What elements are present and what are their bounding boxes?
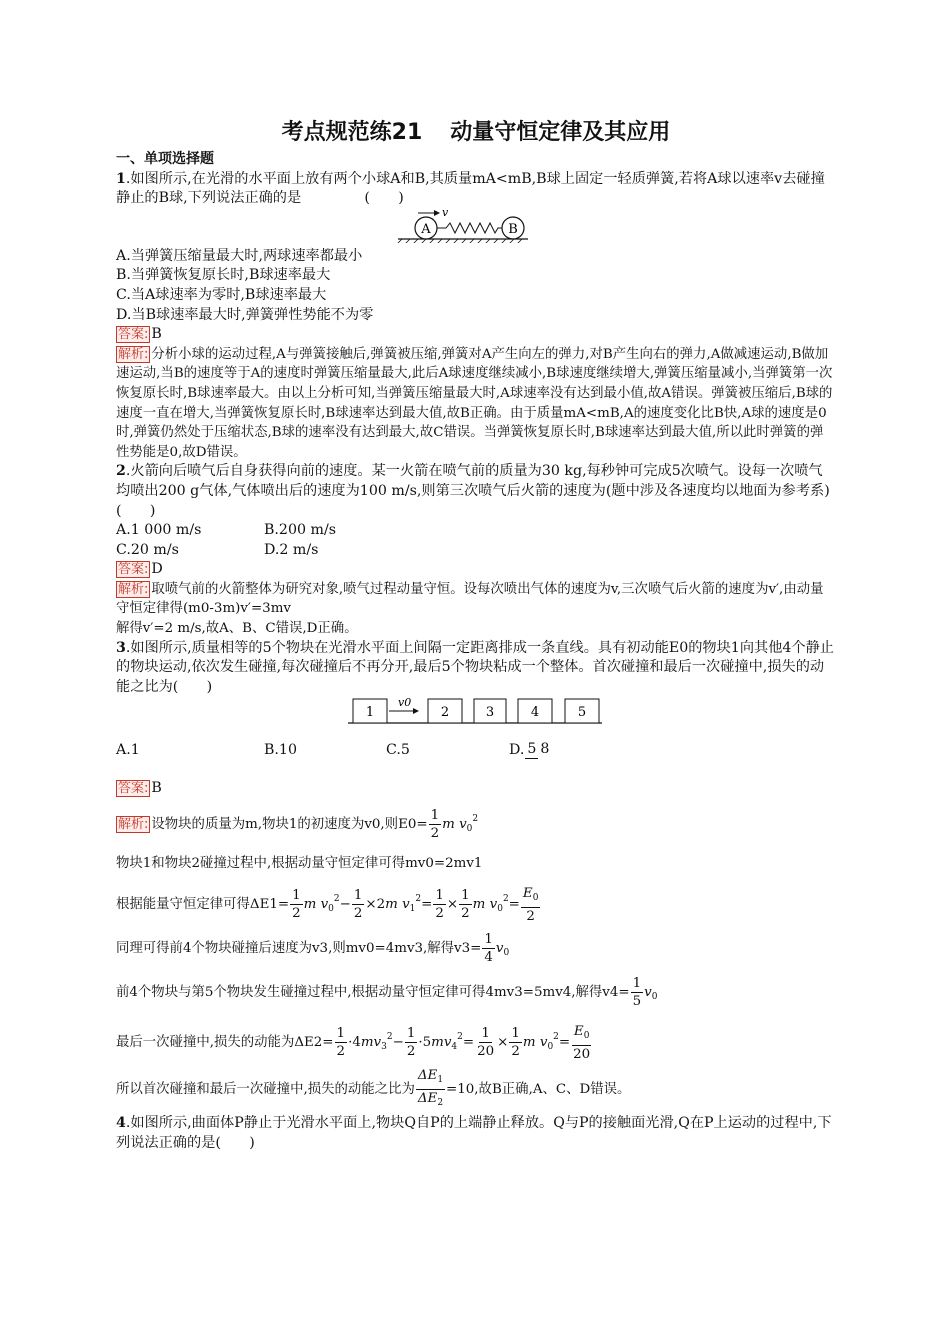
- page-title: [116, 118, 836, 148]
- analysis-eq-7: 所以首次碰撞和最后一次碰撞中,损失的动能之比为 $\frac{\Delta E_1}{\Delta E_2}$ =10,故B正确,A、C、D错误。: [116, 1068, 631, 1109]
- option-c: C.20 m/s: [116, 541, 179, 558]
- ball-a-label: A: [421, 221, 431, 237]
- section-heading: 一、单项选择题: [116, 151, 214, 167]
- option-b: B.200 m/s: [264, 522, 337, 539]
- fraction-numerator: 5: [527, 740, 537, 757]
- options-row: [116, 521, 836, 541]
- option-c: C.5: [386, 741, 410, 758]
- analysis-tag: 解析:: [118, 581, 149, 597]
- figure-blocks: [116, 697, 836, 727]
- block-5-label: 5: [577, 705, 587, 721]
- question-text: .如图所示,质量相等的5个物块在光滑水平面上间隔一定距离排成一条直线。具有初动能E0的物块1向其他4个静止的物块运动,依次发生碰撞,每次碰撞后不再分开,最后5个物块粘成一个整体。首次碰撞和最后一次碰撞中,损失的动能之比为: [116, 639, 834, 695]
- analysis-eq-6: 最后一次碰撞中,损失的动能为ΔE2= $\frac{1}{2}$ $\cdot 4mv_3^2-$ $\frac{1}{2}$ $\cdot 5mv_4^2=$ $\frac{1}{20}$ × $\frac{1}{2}$ m $v_0^2=$ $\frac{E_0}{20}$: [116, 1023, 591, 1062]
- question-3: [116, 639, 836, 698]
- analysis-eq-5: 前4个物块与第5个物块发生碰撞过程中,根据动量守恒定律可得4mv3=5mv4,解得v4= $\frac{1}{5}$ $v_0$: [116, 976, 658, 1010]
- analysis-text: 前4个物块与第5个物块发生碰撞过程中,根据动量守恒定律可得4mv3=5mv4,解得v4=: [116, 985, 630, 1001]
- analysis-text: 同理可得前4个物块碰撞后速度为v3,则mv0=4mv3,解得v3=: [116, 941, 482, 957]
- answer-line: [116, 779, 836, 799]
- answer-tag: 答案:: [118, 781, 149, 797]
- block-3-label: 3: [485, 705, 495, 721]
- block-2-label: 2: [440, 705, 450, 721]
- answer-tag: 答案:: [118, 327, 149, 343]
- analysis-text: 物块1和物块2碰撞过程中,根据动量守恒定律可得mv0=2mv1: [116, 856, 483, 872]
- question-text: .如图所示,曲面体P静止于光滑水平面上,物块Q自P的上端静止释放。Q与P的接触面光滑,Q在P上运动的过程中,下列说法正确的是: [116, 1115, 832, 1151]
- answer-blank: ( ): [215, 1134, 255, 1151]
- analysis-text: 所以首次碰撞和最后一次碰撞中,损失的动能之比为: [116, 1082, 415, 1098]
- analysis-text: 解得v′=2 m/s,故A、B、C错误,D正确。: [116, 621, 358, 637]
- option-a: A.当弹簧压缩量最大时,两球速率都最小: [116, 247, 363, 264]
- analysis-tag: 解析:: [118, 346, 149, 362]
- analysis: [116, 345, 836, 463]
- question-text: .火箭向后喷气后自身获得向前的速度。某一火箭在喷气前的质量为30 kg,每秒钟可完成5次喷气。设每一次喷气均喷出200 g气体,气体喷出后的速度为100 m/s,则第三次喷气后火箭的速度为(题中涉及各速度均以地面为参考系): [116, 463, 830, 499]
- figure-balls-spring: [116, 205, 836, 247]
- velocity-label: v: [442, 205, 449, 219]
- question-number: 4: [116, 1115, 126, 1132]
- option-b: B.当弹簧恢复原长时,B球速率最大: [116, 267, 331, 284]
- analysis-text: 设物块的质量为m,物块1的初速度为v0,则E0=: [151, 817, 428, 833]
- question-number: 2: [116, 463, 126, 480]
- answer-line: [116, 560, 836, 580]
- option-d-fraction: [525, 741, 551, 759]
- option-d: D.当B球速率最大时,弹簧弹性势能不为零: [116, 306, 374, 323]
- question-4: [116, 1114, 836, 1153]
- block-1-label: 1: [365, 705, 375, 721]
- analysis-text: 最后一次碰撞中,损失的动能为ΔE2=: [116, 1035, 334, 1051]
- answer-blank: ( ): [116, 502, 156, 519]
- question-text: .如图所示,在光滑的水平面上放有两个小球A和B,其质量mA<mB,B球上固定一轻质弹簧,若将A球以速率v去碰撞静止的B球,下列说法正确的是: [116, 170, 825, 207]
- option-d: [509, 741, 552, 761]
- analysis-text: 分析小球的运动过程,A与弹簧接触后,弹簧被压缩,弹簧对A产生向左的弹力,对B产生向右的弹力,A做减速运动,B做加速运动,当B的速度等于A的速度时弹簧压缩量最大,此后A球速度继续减小,B球速度继续增大,弹簧压缩量减小,当弹簧第一次恢复原长时,B球速率最大。由以上分析可知,当弹簧压缩量最大时,A球速率没有达到最小值,故A错误。弹簧被压缩后,B球的速度一直在增大,当弹簧恢复原长时,B球速率达到最大值,故B正确。由于质量mA<mB,A的速度变化比B快,A球的速度是0时,弹簧仍然处于压缩状态,B球的速率没有达到最大,故C错误。当弹簧恢复原长时,B球速率达到最大值,所以此时弹簧的弹性势能是0,故D错误。: [116, 346, 833, 460]
- question-1: [116, 170, 836, 209]
- blocks-diagram: [116, 695, 836, 727]
- answer-value: D: [151, 561, 163, 578]
- analysis-text: =10,故B正确,A、C、D错误。: [446, 1082, 631, 1098]
- analysis-tag: 解析:: [118, 817, 149, 833]
- title-topic: 动量守恒定律及其应用: [450, 120, 671, 145]
- answer-value: B: [151, 780, 162, 797]
- spring: [437, 223, 502, 233]
- title-number: 考点规范练21: [281, 120, 423, 145]
- analysis-eq-4: 同理可得前4个物块碰撞后速度为v3,则mv0=4mv3,解得v3= $\frac{1}{4}$ $v_0$: [116, 932, 510, 966]
- option-d-label: D.: [509, 741, 525, 758]
- fraction-denominator: 8: [540, 740, 550, 757]
- answer-line: [116, 325, 836, 345]
- option-d: D.2 m/s: [264, 541, 319, 558]
- option-b: B.10: [264, 741, 297, 758]
- question-2: [116, 462, 836, 521]
- answer-tag: 答案:: [118, 562, 149, 578]
- option-a: A.1: [116, 741, 140, 758]
- fraction: $\frac{1}{2}$: [430, 808, 440, 842]
- document-page: [116, 118, 836, 1153]
- block-4-label: 4: [530, 705, 540, 721]
- analysis-text: 取喷气前的火箭整体为研究对象,喷气过程动量守恒。设每次喷出气体的速度为v,三次喷气后火箭的速度为v′,由动量守恒定律得(m0-3m)v′=3mv: [116, 581, 824, 617]
- balls-spring-diagram: [116, 205, 836, 243]
- analysis-eq-1: 解析: 设物块的质量为m,物块1的初速度为v0,则E0= $\frac{1}{2}$ m $v_0^2$: [118, 808, 479, 842]
- answer-value: B: [151, 326, 162, 343]
- options-row: [116, 541, 836, 561]
- velocity-label: v0: [398, 696, 412, 710]
- option-a: A.1 000 m/s: [116, 522, 202, 539]
- analysis-eq-3: 根据能量守恒定律可得ΔE1= $\frac{1}{2}$ m $v_0^2-$ $\frac{1}{2}$ ×2m $v_1^2=$ $\frac{1}{2}$ × $\frac{1}{2}$ m $v_0^2=$ $\frac{E_0}{2}$: [116, 885, 539, 924]
- ball-b-label: B: [508, 221, 518, 237]
- analysis: [116, 580, 836, 619]
- analysis-text: 根据能量守恒定律可得ΔE1=: [116, 897, 290, 913]
- option-c: C.当A球速率为零时,B球速率最大: [116, 286, 327, 303]
- answer-blank: ( ): [364, 190, 404, 207]
- question-number: 1: [116, 170, 126, 187]
- answer-blank: ( ): [172, 678, 213, 695]
- question-number: 3: [116, 639, 126, 656]
- options-row: [116, 727, 836, 773]
